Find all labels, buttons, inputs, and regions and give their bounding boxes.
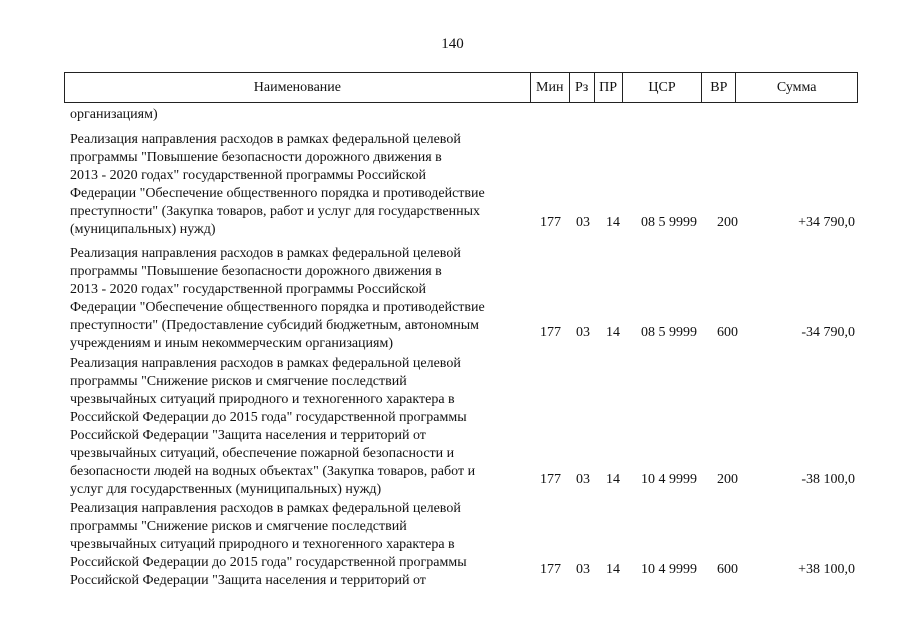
cell-vr: 600 (717, 325, 738, 340)
description-line: преступности" (Предоставление субсидий бюджетным, автономным (70, 318, 479, 333)
cell-sum: +38 100,0 (798, 562, 855, 577)
page-number: 140 (441, 36, 464, 52)
description-line: Реализация направления расходов в рамках федеральной целевой (70, 501, 461, 516)
cell-min: 177 (540, 562, 561, 577)
header-min: Мин (530, 73, 569, 102)
description-line: программы "Снижение рисков и смягчение последствий (70, 374, 407, 389)
description-line: услуг для государственных (муниципальных) нужд) (70, 482, 382, 497)
header-csr: ЦСР (622, 73, 702, 102)
description-line: преступности" (Закупка товаров, работ и услуг для государственных (70, 204, 480, 219)
table-row (0, 500, 905, 590)
cell-pr: 14 (606, 472, 620, 487)
table-header (64, 72, 858, 103)
table-row (0, 355, 905, 499)
cell-rz: 03 (576, 325, 590, 340)
cell-csr: 08 5 9999 (641, 325, 697, 340)
cell-min: 177 (540, 215, 561, 230)
header-rz: Рз (569, 73, 594, 102)
description-line: чрезвычайных ситуаций, обеспечение пожарной безопасности и (70, 446, 455, 461)
description-line: чрезвычайных ситуаций природного и техногенного характера в (70, 392, 455, 407)
header-pr: ПР (594, 73, 622, 102)
cell-sum: -38 100,0 (801, 472, 855, 487)
description-line: 2013 - 2020 годах" государственной программы Российской (70, 168, 427, 183)
description-line: Реализация направления расходов в рамках федеральной целевой (70, 356, 461, 371)
header-vr: ВР (701, 73, 735, 102)
description-line: безопасности людей на водных объектах" (Закупка товаров, работ и (70, 464, 476, 479)
description-line: Федерации "Обеспечение общественного порядка и противодействие (70, 300, 485, 315)
cell-pr: 14 (606, 215, 620, 230)
header-sum: Сумма (735, 73, 857, 102)
description-line: Федерации "Обеспечение общественного порядка и противодействие (70, 186, 485, 201)
cell-min: 177 (540, 472, 561, 487)
description-line: 2013 - 2020 годах" государственной программы Российской (70, 282, 427, 297)
cell-sum: +34 790,0 (798, 215, 855, 230)
table-row (0, 245, 905, 353)
cell-rz: 03 (576, 562, 590, 577)
description-line: Российской Федерации до 2015 года" государственной программы (70, 410, 467, 425)
continuation-text: организациям) (70, 107, 158, 122)
cell-sum: -34 790,0 (801, 325, 855, 340)
description-line: программы "Повышение безопасности дорожного движения в (70, 150, 442, 165)
cell-vr: 600 (717, 562, 738, 577)
cell-vr: 200 (717, 215, 738, 230)
cell-csr: 10 4 9999 (641, 562, 697, 577)
description-line: чрезвычайных ситуаций природного и техногенного характера в (70, 537, 455, 552)
description-line: Реализация направления расходов в рамках федеральной целевой (70, 132, 461, 147)
description-line: Российской Федерации "Защита населения и территорий от (70, 428, 426, 443)
header-name: Наименование (253, 79, 342, 95)
description-line: Российской Федерации до 2015 года" государственной программы (70, 555, 467, 570)
cell-rz: 03 (576, 215, 590, 230)
description-line: (муниципальных) нужд) (70, 222, 216, 237)
cell-min: 177 (540, 325, 561, 340)
description-line: Реализация направления расходов в рамках федеральной целевой (70, 246, 461, 261)
cell-vr: 200 (717, 472, 738, 487)
description-line: учреждениям и иным некоммерческим организациям) (70, 336, 394, 351)
cell-csr: 08 5 9999 (641, 215, 697, 230)
cell-rz: 03 (576, 472, 590, 487)
cell-csr: 10 4 9999 (641, 472, 697, 487)
description-line: Российской Федерации "Защита населения и территорий от (70, 573, 426, 588)
description-line: программы "Снижение рисков и смягчение последствий (70, 519, 407, 534)
cell-pr: 14 (606, 325, 620, 340)
table-row (0, 131, 905, 239)
description-line: программы "Повышение безопасности дорожного движения в (70, 264, 442, 279)
cell-pr: 14 (606, 562, 620, 577)
